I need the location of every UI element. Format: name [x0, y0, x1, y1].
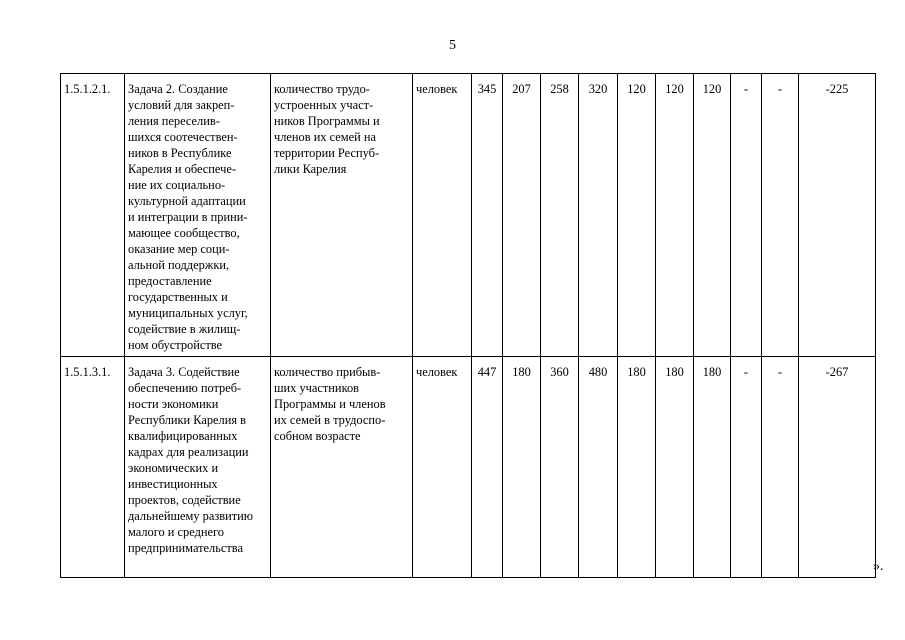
- row-number: 1.5.1.3.1.: [61, 357, 125, 578]
- task-text-line: экономических и: [128, 461, 219, 475]
- task-text-line: Республики Карелия в: [128, 413, 247, 427]
- task-text-line: обеспечению потреб-: [128, 381, 242, 395]
- indicator-text-line: устроенных участ-: [274, 98, 374, 112]
- task-description: [125, 74, 271, 357]
- program-indicators-table: [60, 73, 876, 578]
- indicator-text-line: количество прибыв-: [274, 365, 381, 379]
- indicator-description: [271, 74, 413, 357]
- value-cell: 120: [656, 74, 694, 357]
- task-text-line: культурной адаптации: [128, 194, 246, 208]
- task-text-line: и интеграции в прини-: [128, 210, 248, 224]
- task-text-line: муниципальных услуг,: [128, 306, 248, 320]
- task-description: [125, 357, 271, 578]
- task-text-line: государственных и: [128, 290, 228, 304]
- task-text-line: малого и среднего: [128, 525, 224, 539]
- indicator-text-line: членов их семей на: [274, 130, 376, 144]
- task-text-line: кадрах для реализации: [128, 445, 249, 459]
- value-cell: 120: [694, 74, 731, 357]
- value-cell: 447: [472, 357, 503, 578]
- task-text-line: мающее сообщество,: [128, 226, 240, 240]
- task-text-line: оказание мер соци-: [128, 242, 230, 256]
- task-text-line: проектов, содействие: [128, 493, 241, 507]
- value-cell: 258: [541, 74, 579, 357]
- task-text-line: Задача 3. Содействие: [128, 365, 240, 379]
- task-text-line: Карелия и обеспече-: [128, 162, 236, 176]
- value-cell: 345: [472, 74, 503, 357]
- value-cell: 480: [579, 357, 618, 578]
- value-cell: -: [762, 74, 799, 357]
- value-cell: 180: [694, 357, 731, 578]
- value-cell: -: [731, 357, 762, 578]
- task-text-line: предпринимательства: [128, 541, 243, 555]
- task-text-line: альной поддержки,: [128, 258, 230, 272]
- change-value-cell: -225: [799, 74, 876, 357]
- indicator-text-line: Программы и членов: [274, 397, 386, 411]
- value-cell: 320: [579, 74, 618, 357]
- indicator-text-line: лики Карелия: [274, 162, 347, 176]
- task-text-line: условий для закреп-: [128, 98, 235, 112]
- task-text-line: ников в Республике: [128, 146, 232, 160]
- table-row: [61, 357, 876, 578]
- indicator-text-line: территории Респуб-: [274, 146, 380, 160]
- task-text-line: предоставление: [128, 274, 212, 288]
- value-cell: -: [762, 357, 799, 578]
- unit-of-measure: человек: [413, 74, 472, 357]
- task-text-line: содействие в жилищ-: [128, 322, 241, 336]
- indicator-description: [271, 357, 413, 578]
- indicator-text-line: ников Программы и: [274, 114, 380, 128]
- task-text-line: инвестиционных: [128, 477, 218, 491]
- task-text-line: ние их социально-: [128, 178, 226, 192]
- value-cell: 180: [503, 357, 541, 578]
- task-text-line: квалифицированных: [128, 429, 238, 443]
- value-cell: 180: [618, 357, 656, 578]
- change-value-cell: -267: [799, 357, 876, 578]
- task-text-line: Задача 2. Создание: [128, 82, 228, 96]
- row-number: 1.5.1.2.1.: [61, 74, 125, 357]
- task-text-line: шихся соотечествен-: [128, 130, 238, 144]
- value-cell: -: [731, 74, 762, 357]
- value-cell: 207: [503, 74, 541, 357]
- indicator-text-line: собном возрасте: [274, 429, 361, 443]
- indicator-text-line: ших участников: [274, 381, 360, 395]
- value-cell: 360: [541, 357, 579, 578]
- value-cell: 180: [656, 357, 694, 578]
- indicator-text-line: количество трудо-: [274, 82, 370, 96]
- task-text-line: дальнейшему развитию: [128, 509, 254, 523]
- task-text-line: ном обустройстве: [128, 338, 223, 352]
- unit-of-measure: человек: [413, 357, 472, 578]
- table-row: [61, 74, 876, 357]
- value-cell: 120: [618, 74, 656, 357]
- indicator-text-line: их семей в трудоспо-: [274, 413, 386, 427]
- task-text-line: ности экономики: [128, 397, 219, 411]
- closing-quote-mark: ».: [873, 559, 884, 574]
- page-number: 5: [449, 38, 456, 53]
- task-text-line: ления переселив-: [128, 114, 220, 128]
